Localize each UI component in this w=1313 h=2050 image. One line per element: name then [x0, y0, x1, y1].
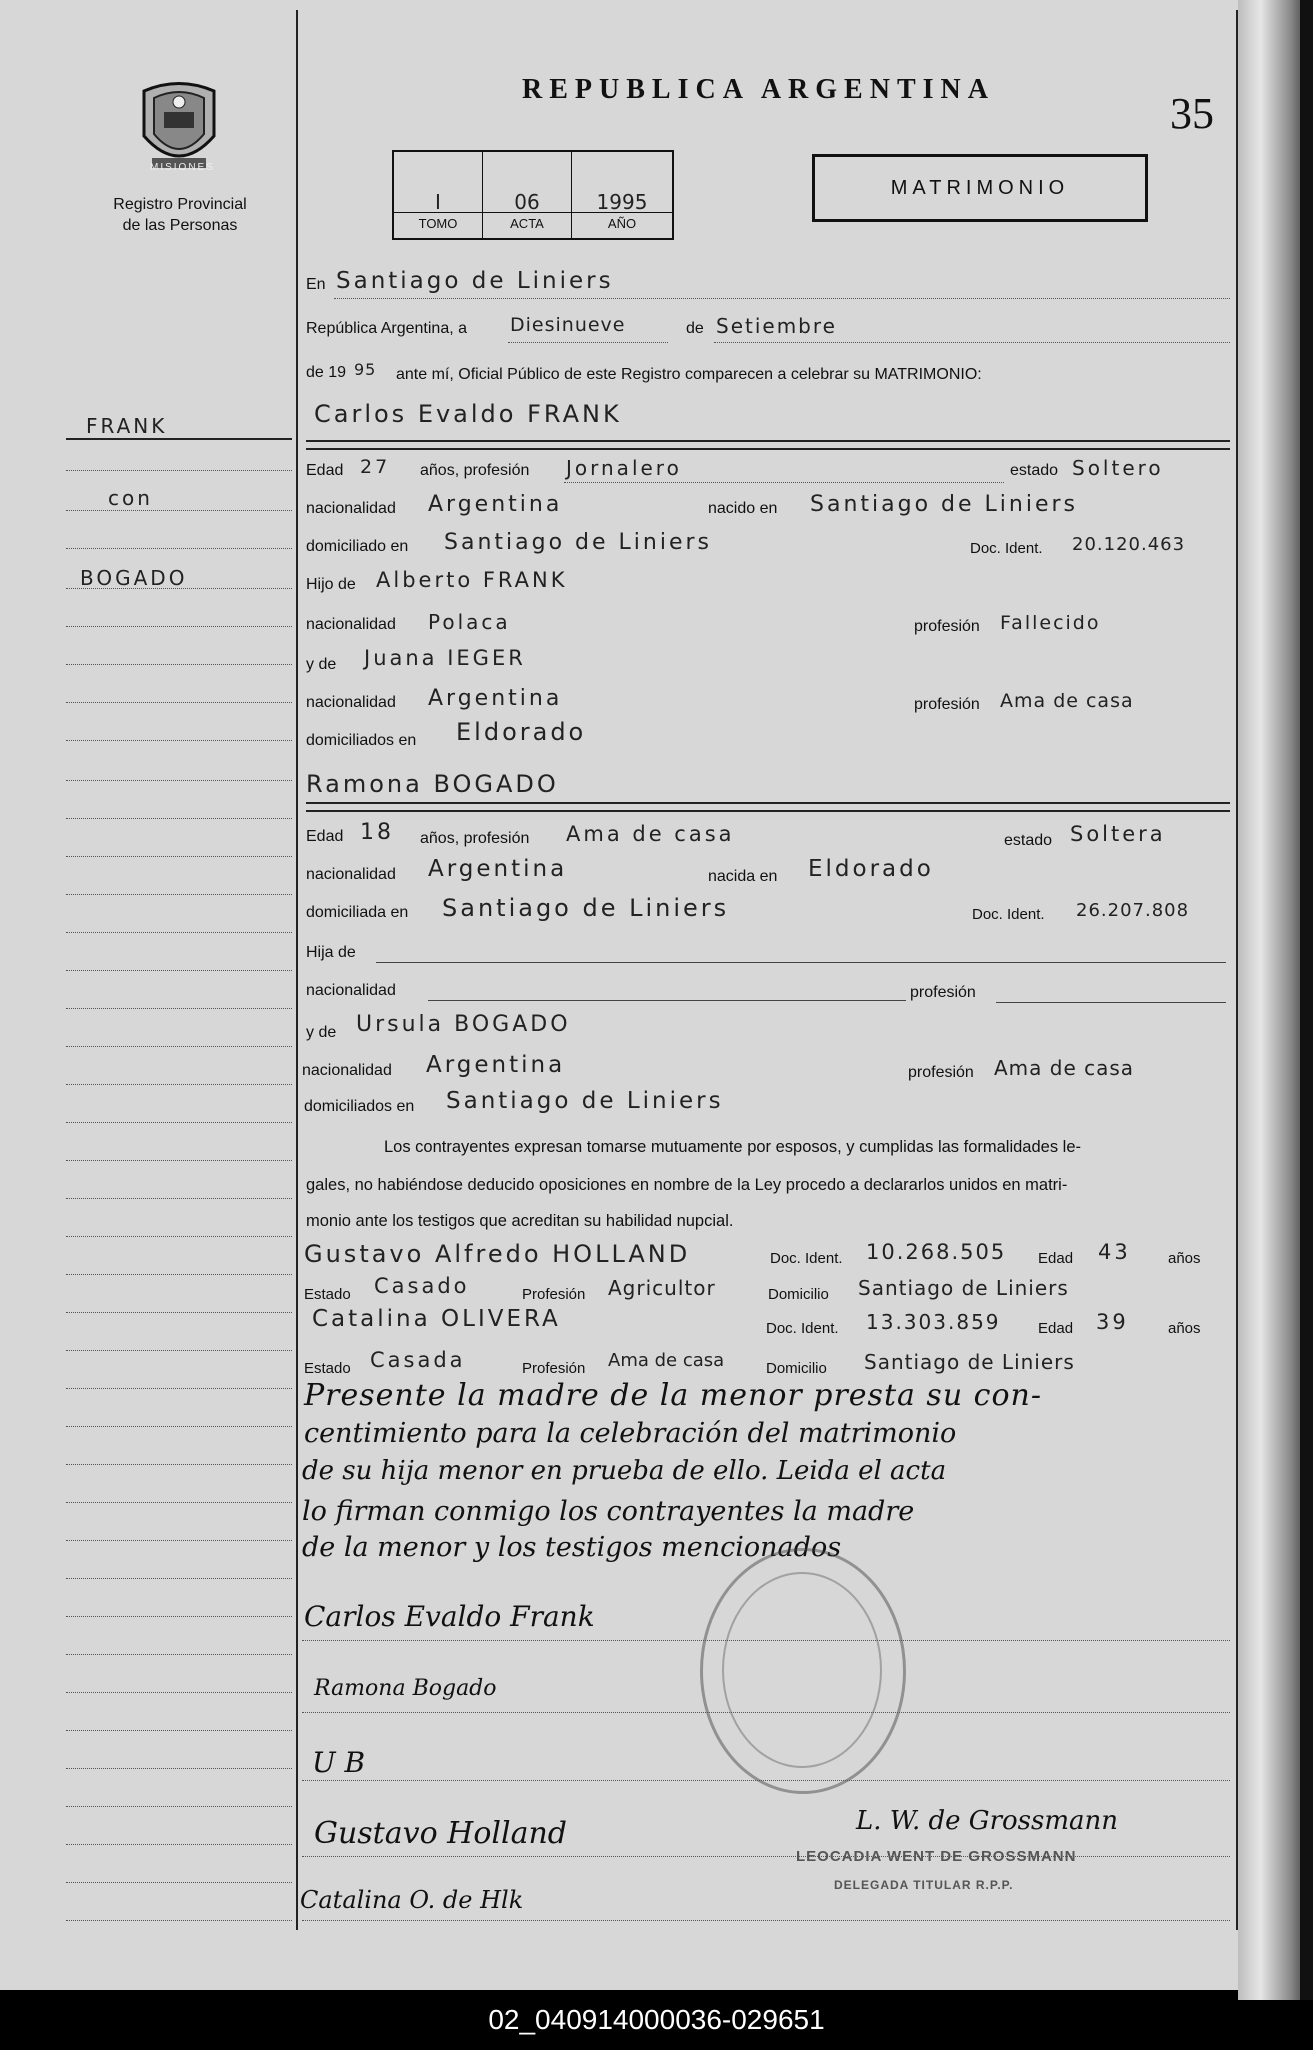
registry-line-1: Registro Provincial — [113, 196, 247, 213]
month-value: Setiembre — [716, 314, 837, 338]
groom-father-profession: Fallecido — [1000, 612, 1101, 634]
notes-line-5: de la menor y los testigos mencionados — [302, 1532, 842, 1563]
margin-dots — [66, 740, 292, 741]
bride-mother-nationality: Argentina — [426, 1052, 566, 1078]
groom-mother-label: y de — [306, 656, 337, 673]
margin-dots — [66, 1160, 292, 1161]
witness2-domicile-label: Domicilio — [766, 1360, 827, 1377]
section-rule — [306, 448, 1230, 450]
margin-dots — [66, 1084, 292, 1085]
declaration-line-3: monio ante los testigos que acreditan su habilidad nupcial. — [306, 1212, 734, 1230]
de-label: de — [686, 320, 704, 337]
witness1-age-label: Edad — [1038, 1250, 1074, 1267]
groom-father: Alberto FRANK — [376, 568, 568, 592]
name-rule — [306, 440, 1230, 442]
day-value: Diesinueve — [510, 314, 626, 336]
witness2-status-label: Estado — [304, 1360, 351, 1377]
registry-round-stamp-inner — [722, 1572, 882, 1768]
blank-line — [996, 1002, 1226, 1003]
bride-father-profession-label: profesión — [910, 984, 976, 1001]
registry-name — [80, 194, 280, 236]
groom-signature: Carlos Evaldo Frank — [304, 1600, 595, 1633]
margin-dots — [66, 470, 292, 471]
bride-profession: Ama de casa — [566, 822, 735, 846]
groom-birthplace: Santiago de Liniers — [810, 492, 1078, 517]
bride-doc-label: Doc. Ident. — [972, 906, 1045, 923]
bride-mother-nationality-label: nacionalidad — [302, 1062, 392, 1079]
groom-parents-domicile-label: domiciliados en — [306, 732, 417, 749]
witness2-signature: Catalina O. de Hlk — [300, 1886, 524, 1914]
provincial-seal — [134, 76, 224, 176]
margin-dots — [66, 856, 292, 857]
margin-note-surname-1: FRANK — [86, 414, 168, 438]
bride-signature: Ramona Bogado — [314, 1676, 497, 1701]
margin-dots — [66, 1274, 292, 1275]
margin-dots — [66, 1540, 292, 1541]
tomo-label: TOMO — [418, 216, 458, 231]
volume-box — [392, 150, 674, 240]
declaration-line-2: gales, no habiéndose deducido oposiciones en nombre de la Ley procedo a declararlos unidos en matri- — [306, 1176, 1068, 1194]
bride-profession-label: años, profesión — [420, 830, 530, 847]
groom-status: Soltero — [1072, 456, 1164, 480]
bride-birthplace: Eldorado — [808, 856, 934, 882]
margin-dots — [66, 1654, 292, 1655]
date-label: República Argentina, a — [306, 320, 467, 337]
margin-dots — [66, 1768, 292, 1769]
witness1-status-label: Estado — [304, 1286, 351, 1303]
left-margin-rule — [296, 10, 298, 1930]
witness2-name: Catalina OLIVERA — [312, 1306, 561, 1332]
groom-profession: Jornalero — [566, 456, 682, 480]
dotted-line — [714, 342, 1230, 343]
bride-domicile-label: domiciliada en — [306, 904, 409, 921]
margin-dots — [66, 1388, 292, 1389]
bride-name: Ramona BOGADO — [306, 770, 559, 798]
witness1-profession-label: Profesión — [522, 1286, 586, 1303]
official-stamp-name: LEOCADIA WENT DE GROSSMANN — [796, 1848, 1077, 1865]
witness1-doc: 10.268.505 — [866, 1240, 1007, 1264]
margin-dots — [66, 1312, 292, 1313]
groom-birthplace-label: nacido en — [708, 500, 778, 517]
margin-dots — [66, 1236, 292, 1237]
margin-dots — [66, 1692, 292, 1693]
margin-dots — [66, 970, 292, 971]
tomo-cell — [394, 152, 483, 238]
margin-dots — [66, 1882, 292, 1883]
bride-status-label: estado — [1004, 832, 1053, 849]
notes-line-4: lo firman conmigo los contrayentes la madre — [302, 1496, 915, 1527]
name-rule — [306, 802, 1230, 804]
groom-doc-label: Doc. Ident. — [970, 540, 1043, 557]
bride-father-label: Hija de — [306, 944, 356, 961]
witness1-doc-label: Doc. Ident. — [770, 1250, 843, 1267]
margin-dots — [66, 1730, 292, 1731]
anio-value: 1995 — [596, 190, 648, 214]
mother-signature: U B — [312, 1746, 366, 1779]
margin-dots — [66, 1198, 292, 1199]
tomo-value: I — [435, 190, 441, 214]
margin-dots — [66, 1122, 292, 1123]
acta-label: ACTA — [510, 216, 544, 231]
witness2-status: Casada — [370, 1348, 466, 1372]
blank-line — [428, 1000, 906, 1001]
groom-father-nationality-label: nacionalidad — [306, 616, 396, 633]
notes-line-2: centimiento para la celebración del matrimonio — [304, 1418, 957, 1449]
right-margin-rule — [1236, 10, 1238, 1930]
country-title: REPUBLICA ARGENTINA — [522, 74, 995, 105]
groom-domicile: Santiago de Liniers — [444, 530, 712, 555]
notes-line-3: de su hija menor en prueba de ello. Leida el acta — [302, 1456, 947, 1486]
official-signature: L. W. de Grossmann — [856, 1806, 1118, 1836]
bride-birthplace-label: nacida en — [708, 868, 778, 885]
margin-dots — [66, 818, 292, 819]
volume-box-divider — [394, 212, 672, 213]
bride-parents-domicile-label: domiciliados en — [304, 1098, 415, 1115]
groom-father-label: Hijo de — [306, 576, 356, 593]
year-prefix: de 19 — [306, 364, 347, 381]
groom-nationality-label: nacionalidad — [306, 500, 396, 517]
bride-mother-profession: Ama de casa — [994, 1056, 1135, 1080]
anio-label: AÑO — [607, 216, 637, 231]
margin-dots — [66, 1920, 292, 1921]
notes-line-1: Presente la madre de la menor presta su con- — [304, 1378, 1042, 1413]
margin-dots — [66, 1464, 292, 1465]
witness1-age: 43 — [1098, 1240, 1131, 1264]
margin-dots — [66, 932, 292, 933]
bride-mother-profession-label: profesión — [908, 1064, 974, 1081]
year-suffix: 95 — [354, 360, 377, 379]
record-type-box: MATRIMONIO — [812, 154, 1148, 222]
bride-age-label: Edad — [306, 828, 344, 845]
groom-doc: 20.120.463 — [1072, 534, 1186, 555]
margin-dots — [66, 1806, 292, 1807]
anio-cell — [572, 152, 672, 238]
dotted-line — [508, 342, 668, 343]
margin-dots — [66, 588, 292, 589]
margin-dots — [66, 894, 292, 895]
groom-mother-nationality-label: nacionalidad — [306, 694, 396, 711]
witness2-domicile: Santiago de Liniers — [864, 1350, 1075, 1374]
intro-text: ante mí, Oficial Público de este Registro comparecen a celebrar su MATRIMONIO: — [396, 366, 982, 383]
margin-dots — [66, 780, 292, 781]
image-identifier: 02_040914000036-029651 — [488, 2004, 825, 2035]
witness2-doc: 13.303.859 — [866, 1310, 1001, 1334]
bride-status: Soltera — [1070, 822, 1166, 846]
blank-line — [376, 962, 1226, 963]
margin-dots — [66, 1008, 292, 1009]
groom-father-nationality: Polaca — [428, 610, 511, 634]
margin-dots — [66, 626, 292, 627]
registry-line-2: de las Personas — [122, 217, 238, 234]
place-value: Santiago de Liniers — [336, 268, 614, 294]
witness2-profession-label: Profesión — [522, 1360, 586, 1377]
section-rule — [306, 810, 1230, 812]
signature-line — [302, 1920, 1230, 1921]
margin-dots — [66, 1046, 292, 1047]
bride-mother: Ursula BOGADO — [356, 1012, 571, 1037]
bride-nationality: Argentina — [428, 856, 568, 882]
margin-dots — [66, 1616, 292, 1617]
official-stamp-role: DELEGADA TITULAR R.P.P. — [834, 1878, 1014, 1892]
margin-dots — [66, 702, 292, 703]
groom-parents-domicile: Eldorado — [456, 718, 587, 746]
signature-line — [302, 1856, 1230, 1857]
dotted-line — [334, 298, 1230, 299]
margin-dots — [66, 664, 292, 665]
witness1-profession: Agricultor — [608, 1276, 716, 1300]
margin-dots — [66, 510, 292, 511]
groom-name: Carlos Evaldo FRANK — [314, 400, 622, 428]
margin-dots — [66, 548, 292, 549]
witness2-doc-label: Doc. Ident. — [766, 1320, 839, 1337]
seal-motto: MISIONES — [150, 162, 215, 173]
signature-line — [302, 1640, 1230, 1641]
bride-doc: 26.207.808 — [1076, 900, 1190, 921]
bride-nationality-label: nacionalidad — [306, 866, 396, 883]
signature-line — [302, 1712, 1230, 1713]
acta-value: 06 — [514, 190, 540, 214]
margin-note-surname-2: BOGADO — [80, 566, 188, 590]
margin-rule — [66, 438, 292, 440]
groom-domicile-label: domiciliado en — [306, 538, 409, 555]
groom-mother-profession: Ama de casa — [1000, 690, 1134, 712]
bride-parents-domicile: Santiago de Liniers — [446, 1088, 724, 1114]
margin-dots — [66, 1350, 292, 1351]
groom-profession-label: años, profesión — [420, 462, 530, 479]
witness2-age-label: Edad — [1038, 1320, 1074, 1337]
margin-dots — [66, 1426, 292, 1427]
witness2-profession: Ama de casa — [608, 1350, 725, 1371]
witness1-domicile-label: Domicilio — [768, 1286, 829, 1303]
groom-age: 27 — [360, 456, 391, 478]
groom-mother-profession-label: profesión — [914, 696, 980, 713]
bride-mother-label: y de — [306, 1024, 337, 1041]
signature-line — [302, 1780, 1230, 1781]
declaration-line-1: Los contrayentes expresan tomarse mutuamente por esposos, y cumplidas las formalidades le- — [384, 1138, 1082, 1156]
groom-nationality: Argentina — [428, 492, 563, 517]
dotted-line — [564, 482, 1004, 483]
groom-mother-nationality: Argentina — [428, 686, 563, 711]
page-number: 35 — [1170, 89, 1214, 138]
groom-father-profession-label: profesión — [914, 618, 980, 635]
margin-dots — [66, 1578, 292, 1579]
bride-father-nationality-label: nacionalidad — [306, 982, 396, 999]
bride-age: 18 — [360, 820, 394, 845]
groom-age-label: Edad — [306, 462, 344, 479]
margin-dots — [66, 1502, 292, 1503]
margin-note-conjunction: con — [108, 486, 153, 510]
witness1-domicile: Santiago de Liniers — [858, 1276, 1069, 1300]
witness2-age-unit: años — [1168, 1320, 1201, 1337]
page-edge-shadow — [1300, 0, 1313, 2000]
bride-domicile: Santiago de Liniers — [442, 894, 730, 922]
margin-dots — [66, 1844, 292, 1845]
witness2-age: 39 — [1096, 1310, 1129, 1334]
groom-mother: Juana IEGER — [364, 646, 526, 670]
witness1-age-unit: años — [1168, 1250, 1201, 1267]
witness1-status: Casado — [374, 1274, 470, 1298]
groom-status-label: estado — [1010, 462, 1059, 479]
acta-cell — [483, 152, 572, 238]
place-label: En — [306, 276, 326, 293]
witness1-name: Gustavo Alfredo HOLLAND — [304, 1240, 691, 1268]
witness1-signature: Gustavo Holland — [314, 1816, 567, 1851]
